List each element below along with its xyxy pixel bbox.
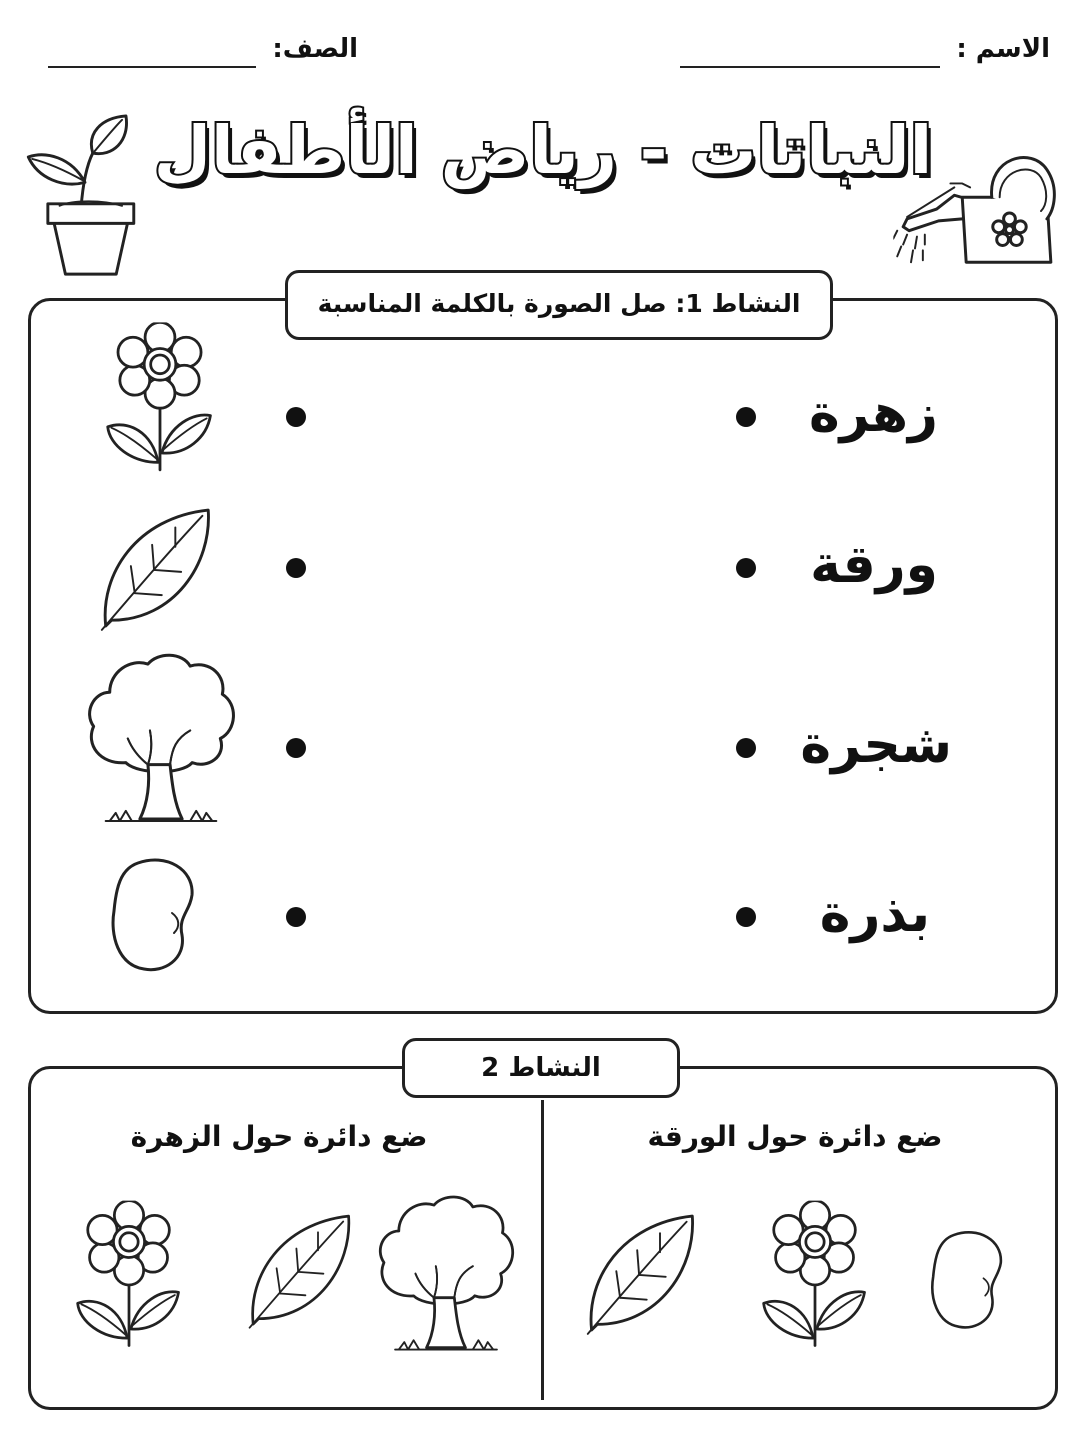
leaf-icon[interactable] xyxy=(246,1206,354,1336)
flower-icon[interactable] xyxy=(760,1198,870,1350)
word-seed: بذرة xyxy=(819,884,930,944)
divider xyxy=(541,1100,544,1400)
leaf-icon xyxy=(98,506,214,632)
instruction-circle-leaf: ضع دائرة حول الورقة xyxy=(647,1120,943,1153)
word-leaf: ورقة xyxy=(810,535,938,595)
leaf-icon[interactable] xyxy=(584,1210,698,1338)
page-title: النباتات - رياض الأطفال xyxy=(153,112,933,189)
match-dot-picture[interactable] xyxy=(286,907,306,927)
activity2-label: النشاط 2 xyxy=(402,1038,680,1098)
tree-icon[interactable] xyxy=(376,1194,516,1356)
match-dot-picture[interactable] xyxy=(286,738,306,758)
class-label: الصف: xyxy=(272,34,358,64)
word-tree: شجرة xyxy=(800,715,952,775)
seed-icon xyxy=(108,855,198,975)
tree-icon xyxy=(84,652,238,828)
flower-icon xyxy=(104,318,216,476)
name-label: الاسم : xyxy=(956,34,1050,64)
instruction-circle-flower: ضع دائرة حول الزهرة xyxy=(130,1120,428,1153)
match-dot-picture[interactable] xyxy=(286,407,306,427)
activity1-label: النشاط 1: صل الصورة بالكلمة المناسبة xyxy=(285,270,833,340)
class-field[interactable] xyxy=(48,66,256,68)
watering-can-icon xyxy=(892,148,1062,276)
flower-icon[interactable] xyxy=(74,1198,184,1350)
match-dot-picture[interactable] xyxy=(286,558,306,578)
word-flower: زهرة xyxy=(808,384,938,444)
seed-icon[interactable] xyxy=(928,1228,1006,1332)
name-field[interactable] xyxy=(680,66,940,68)
